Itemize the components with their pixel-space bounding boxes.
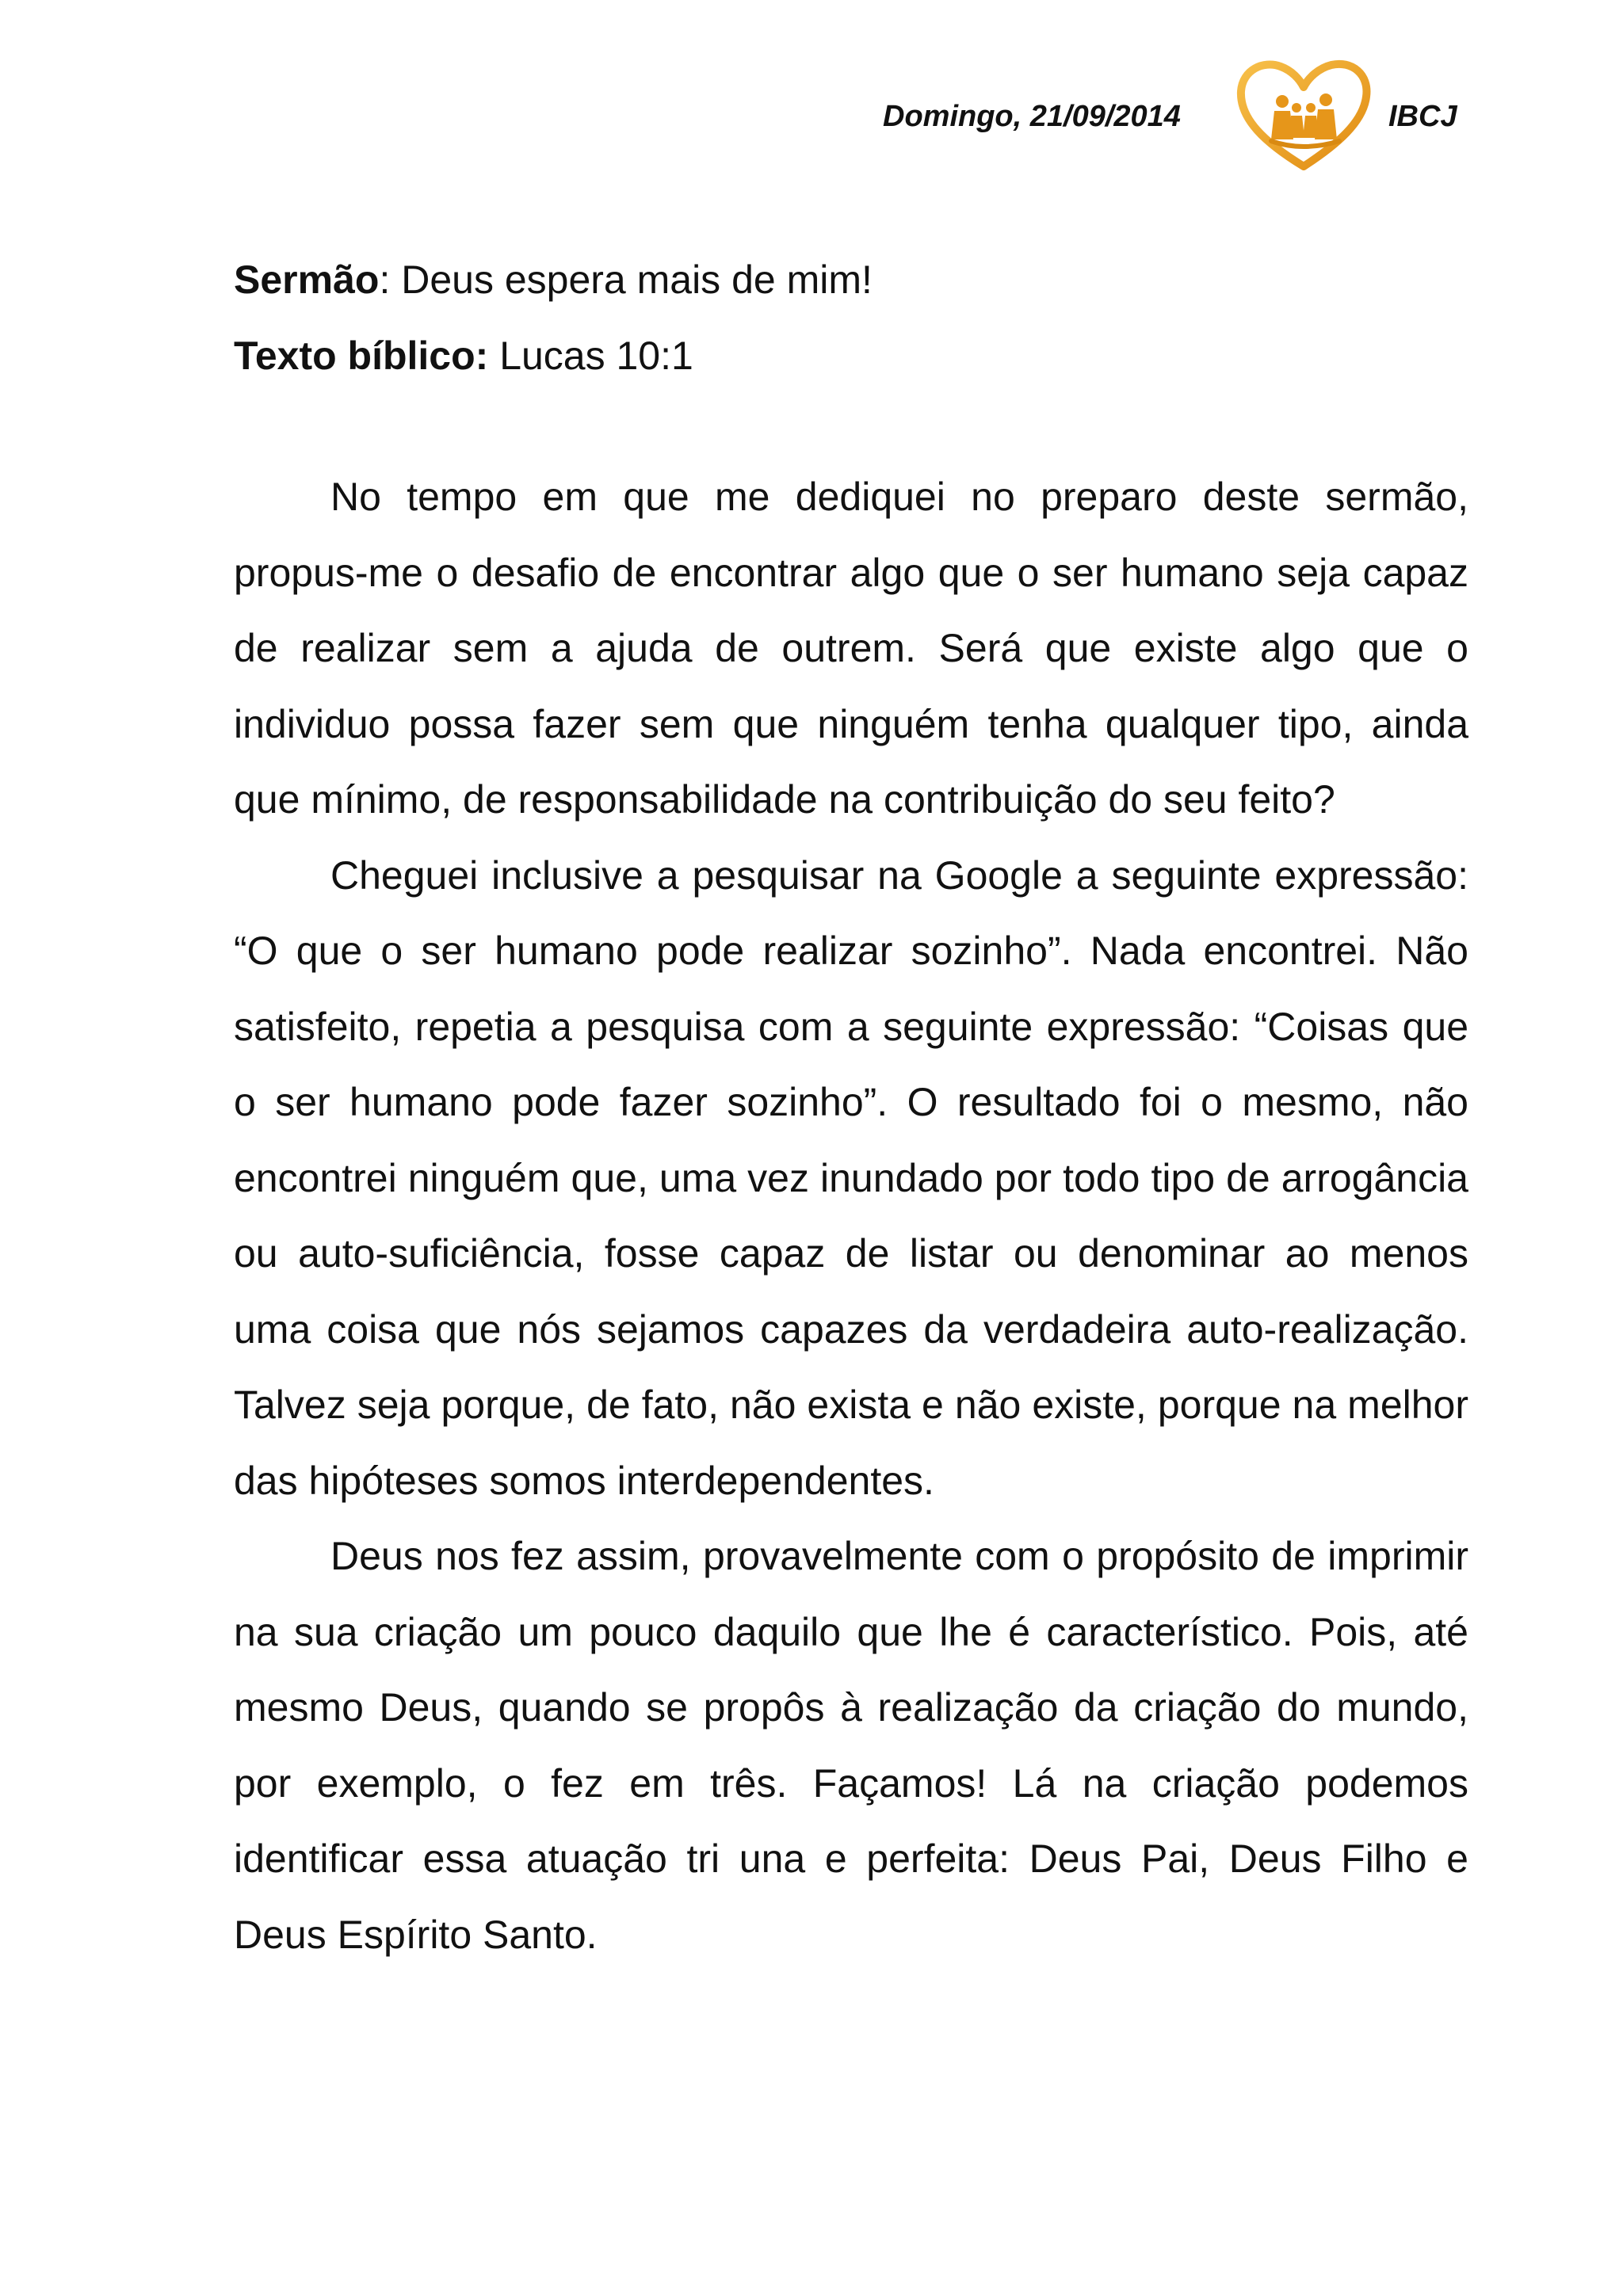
paragraph: Deus nos fez assim, provavelmente com o propósito de imprimir na sua criação um pouco daquilo que lhe é característico. Pois, até mesmo Deus, quando se propôs à realização da criação do mundo, por exemplo, o fez em três. Façamos! Lá na criação podemos identificar essa atuação tri una e perfeita: Deus Pai, Deus Filho e Deus Espírito Santo. [234, 1534, 1468, 1957]
sermon-heading [234, 242, 1470, 394]
bible-text-label: Texto bíblico: [234, 334, 489, 378]
page-header [0, 55, 1623, 174]
sermon-label: Sermão [234, 257, 380, 302]
paragraph: No tempo em que me dediquei no preparo deste sermão, propus-me o desafio de encontrar algo que o ser humano seja capaz de realizar sem a ajuda de outrem. Será que existe algo que o individuo possa fazer sem que ninguém tenha qualquer tipo, ainda que mínimo, de responsabilidade na contribuição do seu feito? [234, 475, 1468, 822]
header-date: Domingo, 21/09/2014 [883, 100, 1181, 133]
sermon-body [234, 460, 1468, 1973]
bible-text-line [234, 318, 1470, 394]
bible-text-reference: Lucas 10:1 [488, 334, 693, 378]
sermon-title: : Deus espera mais de mim! [379, 257, 873, 302]
family-heart-logo-icon [1233, 55, 1374, 174]
paragraph: Cheguei inclusive a pesquisar na Google a seguinte expressão: “O que o ser humano pode realizar sozinho”. Nada encontrei. Não satisfeito, repetia a pesquisa com a seguinte expressão: “Coisas que o ser humano pode fazer sozinho”. O resultado foi o mesmo, não encontrei ninguém que, uma vez inundado por todo tipo de arrogância ou auto-suficiência, fosse capaz de listar ou denominar ao menos uma coisa que nós sejamos capazes da verdadeira auto-realização. Talvez seja porque, de fato, não exista e não existe, porque na melhor das hipóteses somos interdependentes. [234, 852, 1468, 1503]
sermon-title-line [234, 242, 1470, 318]
header-organization: IBCJ [1388, 100, 1457, 133]
